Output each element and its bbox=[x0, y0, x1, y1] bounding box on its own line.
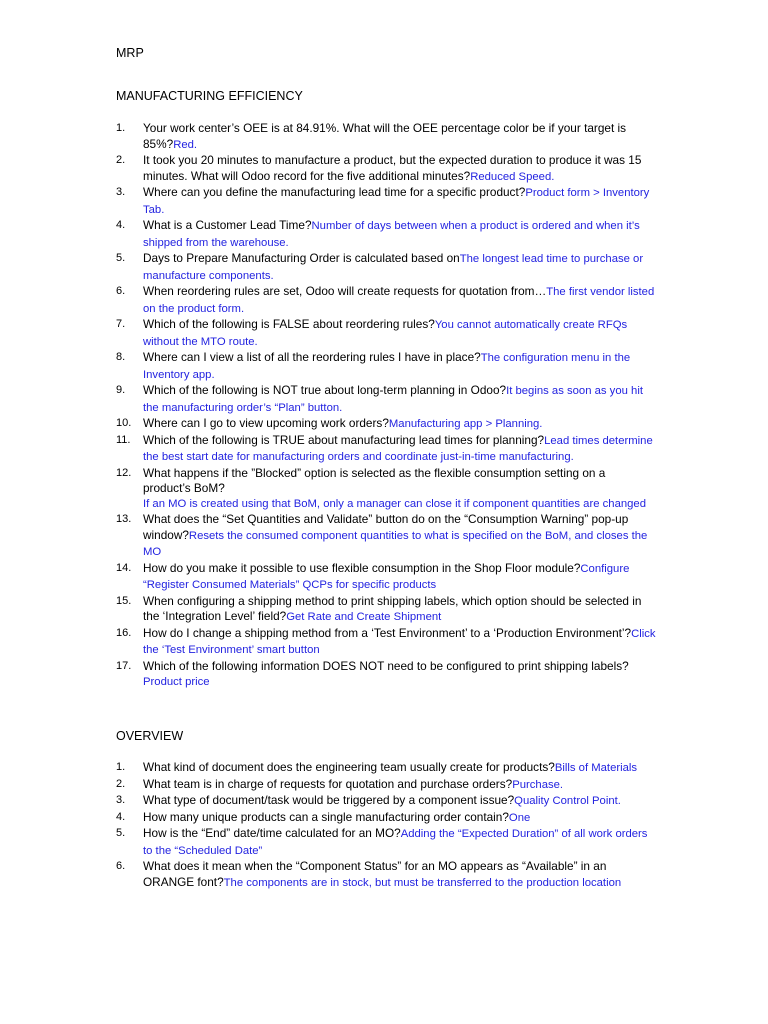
question-number: 15. bbox=[116, 594, 132, 607]
answer-text: Resets the consumed component quantities to what is specified on the BoM, and closes the MO bbox=[143, 529, 648, 558]
question-list-overview bbox=[116, 760, 656, 891]
answer-text: Configure “Register Consumed Materials” QCPs for specific products bbox=[143, 562, 630, 591]
question-text: Where can I view a list of all the reordering rules I have in place? bbox=[143, 350, 481, 364]
answer-text: If an MO is created using that BoM, only a manager can close it if component quantities are changed bbox=[143, 497, 646, 510]
question-item bbox=[116, 859, 656, 891]
section-heading-manufacturing-efficiency: MANUFACTURING EFFICIENCY bbox=[116, 89, 303, 103]
question-item bbox=[116, 383, 656, 416]
question-text: What happens if the ”Blocked” option is selected as the flexible consumption setting on a product’s BoM? bbox=[143, 465, 606, 495]
answer-text: The components are in stock, but must be transferred to the production location bbox=[223, 876, 622, 889]
question-text: What type of document/task would be triggered by a component issue? bbox=[143, 793, 515, 807]
question-text: Which of the following is TRUE about manufacturing lead times for planning? bbox=[143, 432, 545, 447]
question-item bbox=[116, 561, 656, 594]
question-item bbox=[116, 284, 656, 317]
question-number: 1. bbox=[116, 761, 126, 773]
answer-text: Product price bbox=[143, 676, 210, 688]
question-list-manufacturing-efficiency bbox=[116, 121, 656, 691]
question-item bbox=[116, 626, 656, 659]
question-item bbox=[116, 760, 656, 777]
question-number: 12. bbox=[116, 466, 132, 479]
answer-text: Bills of Materials bbox=[554, 762, 638, 774]
question-number: 8. bbox=[116, 351, 126, 363]
question-number: 3. bbox=[116, 186, 126, 198]
question-number: 3. bbox=[116, 794, 126, 806]
question-number: 13. bbox=[116, 513, 132, 525]
question-number: 10. bbox=[116, 417, 132, 429]
question-item bbox=[116, 350, 656, 383]
question-item bbox=[116, 793, 656, 810]
question-item bbox=[116, 317, 656, 350]
question-text: Which of the following information DOES NOT need to be configured to print shipping labels? bbox=[143, 658, 629, 673]
answer-text: Adding the “Expected Duration” of all work orders to the “Scheduled Date” bbox=[143, 828, 648, 857]
answer-text: It begins as soon as you hit the manufacturing order’s “Plan” button. bbox=[143, 385, 643, 414]
question-text: Your work center’s OEE is at 84.91%. What will the OEE percentage color be if your target is 85%? bbox=[143, 121, 627, 151]
answer-text: The longest lead time to purchase or manufacture components. bbox=[143, 253, 644, 282]
question-text: Which of the following is NOT true about long-term planning in Odoo? bbox=[143, 383, 507, 397]
answer-text: Manufacturing app > Planning. bbox=[388, 418, 543, 430]
question-item bbox=[116, 594, 656, 626]
question-text: What is a Customer Lead Time? bbox=[143, 218, 312, 232]
question-text: What does it mean when the “Component Status” for an MO appears as “Available” in an ORANGE font? bbox=[143, 859, 607, 889]
answer-text: Quality Control Point. bbox=[514, 795, 621, 807]
question-number: 17. bbox=[116, 659, 132, 672]
section-heading-overview: OVERVIEW bbox=[116, 729, 184, 743]
answer-text: You cannot automatically create RFQs without the MTO route. bbox=[143, 319, 628, 348]
question-text: How many unique products can a single manufacturing order contain? bbox=[143, 809, 509, 824]
question-item bbox=[116, 121, 656, 153]
question-item bbox=[116, 777, 656, 794]
question-number: 2. bbox=[116, 154, 126, 166]
question-text: How is the “End” date/time calculated for an MO? bbox=[143, 826, 401, 840]
question-number: 9. bbox=[116, 384, 126, 396]
question-item bbox=[116, 810, 656, 827]
question-text: How do you make it possible to use flexible consumption in the Shop Floor module? bbox=[143, 560, 581, 575]
question-item bbox=[116, 416, 656, 433]
question-item bbox=[116, 251, 656, 284]
question-text: Where can I go to view upcoming work orders? bbox=[143, 416, 389, 430]
question-item bbox=[116, 185, 656, 218]
question-text: It took you 20 minutes to manufacture a product, but the expected duration to produce it was 15 minutes. What will Odoo record for the five additional minutes? bbox=[143, 153, 642, 183]
answer-text: Lead times determine the best start date for manufacturing orders and coordinate just-in-time manufacturing. bbox=[143, 434, 653, 463]
question-item bbox=[116, 659, 656, 691]
question-item bbox=[116, 466, 656, 513]
question-text: How do I change a shipping method from a ‘Test Environment’ to a ‘Production Environment’? bbox=[143, 625, 632, 640]
answer-text: The configuration menu in the Inventory app. bbox=[143, 352, 631, 381]
answer-text: Reduced Speed. bbox=[470, 170, 555, 183]
question-number: 1. bbox=[116, 122, 126, 134]
answer-text: Click the ‘Test Environment’ smart button bbox=[143, 627, 656, 656]
question-number: 4. bbox=[116, 810, 126, 823]
question-number: 11. bbox=[116, 433, 131, 446]
answer-text: Product form > Inventory Tab. bbox=[143, 187, 650, 216]
document-title: MRP bbox=[116, 46, 144, 60]
question-number: 7. bbox=[116, 318, 126, 330]
answer-text: Red. bbox=[173, 138, 198, 151]
question-number: 2. bbox=[116, 777, 126, 790]
question-text: Which of the following is FALSE about reordering rules? bbox=[143, 317, 435, 331]
question-item bbox=[116, 826, 656, 859]
question-text: When reordering rules are set, Odoo will create requests for quotation from… bbox=[143, 284, 547, 298]
question-text: When configuring a shipping method to print shipping labels, which option should be selected in the ‘Integration Level’ field? bbox=[143, 593, 642, 623]
answer-text: The first vendor listed on the product form. bbox=[143, 286, 655, 315]
answer-text: Number of days between when a product is ordered and when it’s shipped from the warehouse. bbox=[143, 220, 640, 249]
question-number: 6. bbox=[116, 285, 126, 297]
question-text: Where can you define the manufacturing lead time for a specific product? bbox=[143, 185, 526, 199]
question-number: 4. bbox=[116, 219, 126, 231]
question-text: What kind of document does the engineering team usually create for products? bbox=[143, 760, 555, 774]
question-number: 6. bbox=[116, 860, 126, 872]
question-number: 14. bbox=[116, 561, 132, 574]
answer-text: Purchase. bbox=[512, 778, 564, 791]
question-text: Days to Prepare Manufacturing Order is calculated based on bbox=[143, 251, 460, 265]
answer-text: One bbox=[508, 811, 531, 824]
question-item bbox=[116, 512, 656, 561]
question-number: 16. bbox=[116, 626, 132, 639]
answer-text: Get Rate and Create Shipment bbox=[286, 611, 442, 623]
question-text: What does the “Set Quantities and Validate” button do on the “Consumption Warning” pop-up window? bbox=[143, 512, 629, 542]
question-item bbox=[116, 433, 656, 466]
question-number: 5. bbox=[116, 827, 126, 839]
question-item bbox=[116, 218, 656, 251]
question-number: 5. bbox=[116, 252, 126, 264]
question-text: What team is in charge of requests for quotation and purchase orders? bbox=[143, 776, 513, 791]
question-item bbox=[116, 153, 656, 185]
